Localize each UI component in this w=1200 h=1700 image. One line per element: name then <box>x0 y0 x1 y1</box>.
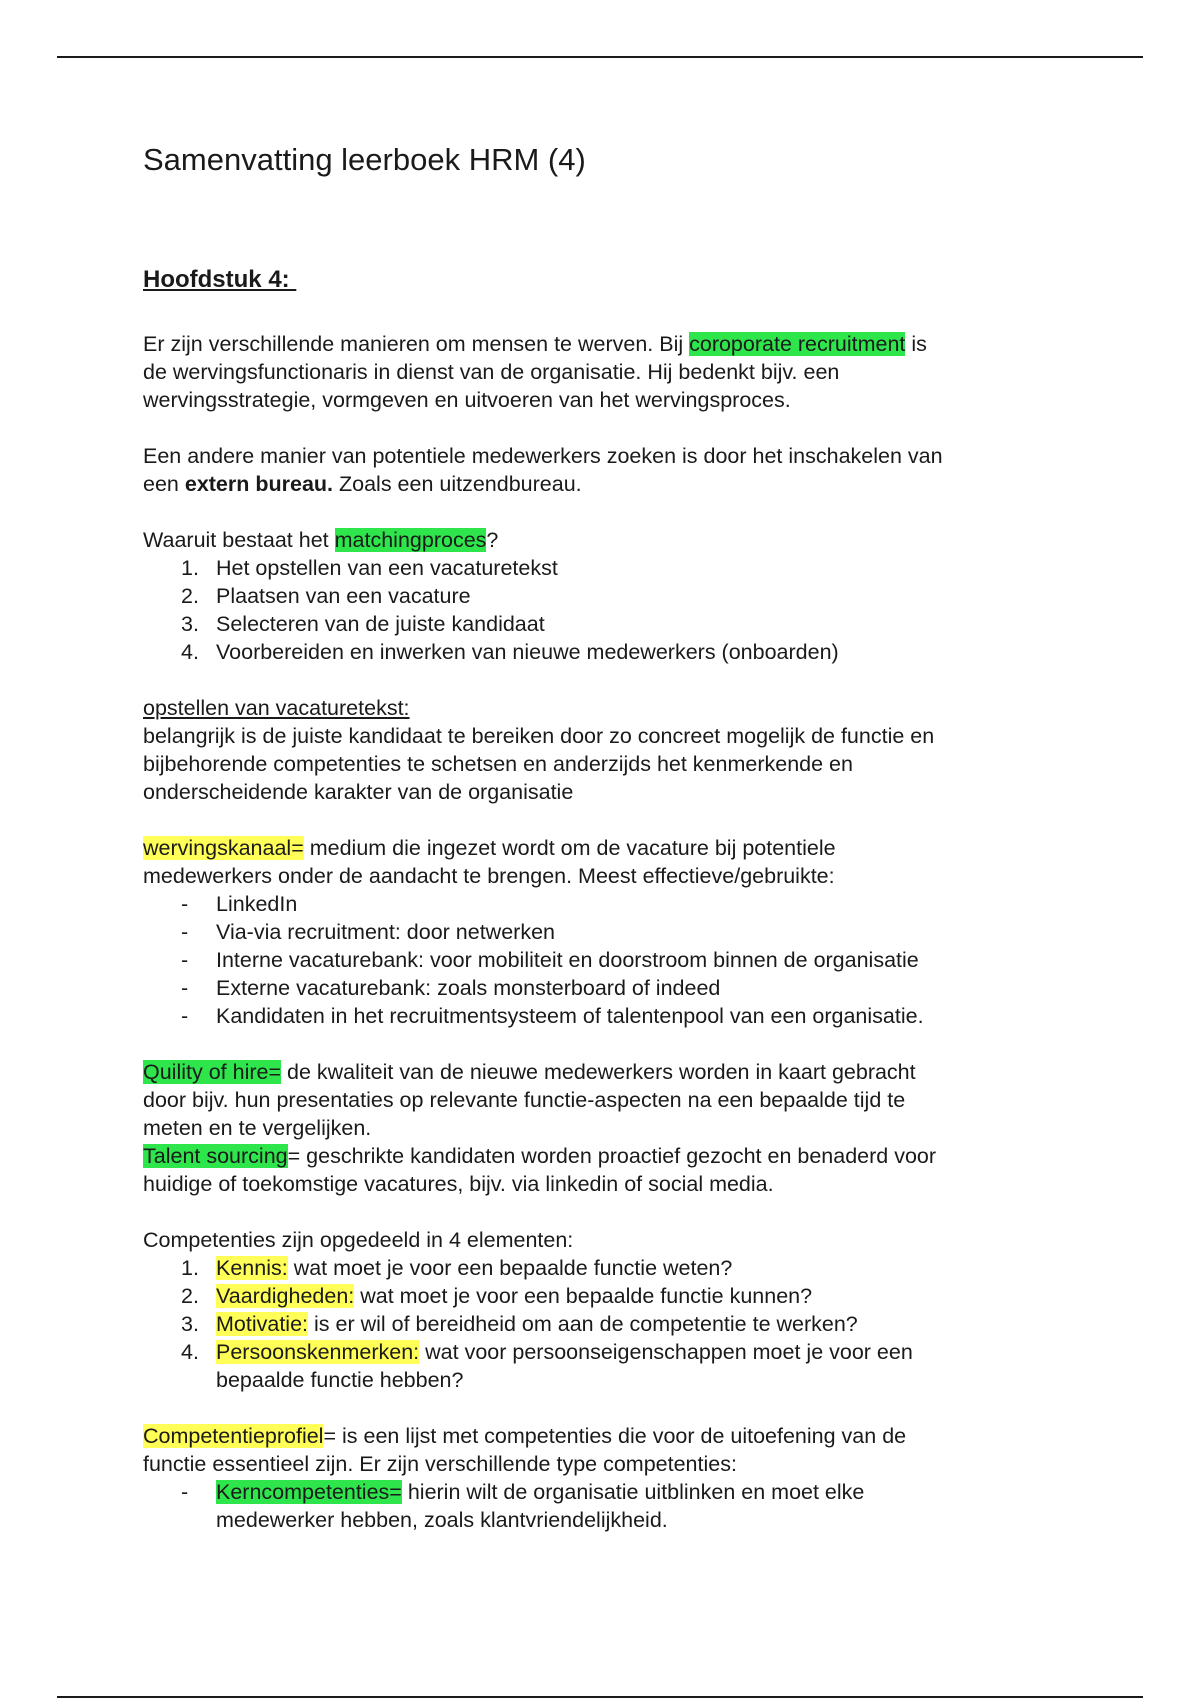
paragraph-wervingskanaal: wervingskanaal= medium die ingezet wordt om de vacature bij potentiele medewerkers onder de aandacht te brengen. Meest effectieve/gebruikte: <box>143 836 836 888</box>
list-item: 3. Motivatie: is er wil of bereidheid om aan de competentie te werken? <box>181 1312 858 1336</box>
list-item: 4. Voorbereiden en inwerken van nieuwe medewerkers (onboarden) <box>181 640 839 664</box>
paragraph-matchingproces: Waaruit bestaat het matchingproces? <box>143 528 499 552</box>
paragraph-vacaturetekst: opstellen van vacaturetekst: belangrijk is de juiste kandidaat te bereiken door zo concreet mogelijk de functie en bijbehorende competenties te schetsen en anderzijds het kenmerkende en onderscheidende karakter van de organisatie <box>143 694 1073 806</box>
paragraph-corporate-recruitment: Er zijn verschillende manieren om mensen te werven. Bij coroporate recruitment is de wervingsfunctionaris in dienst van de organisatie. Hij bedenkt bijv. een wervingsstrategie, vormgeven en uitvoeren van het wervingsproces. <box>143 332 927 412</box>
matching-steps-list <box>143 554 1073 666</box>
highlight-talent-sourcing: Talent sourcing <box>143 1144 288 1168</box>
chapter-heading: Hoofdstuk 4: <box>143 266 297 293</box>
list-item: 1. Het opstellen van een vacaturetekst <box>181 556 558 580</box>
document-title: Samenvatting leerboek HRM (4) <box>143 142 586 177</box>
list-item: - Externe vacaturebank: zoals monsterboard of indeed <box>181 976 721 1000</box>
list-item: 1. Kennis: wat moet je voor een bepaalde functie weten? <box>181 1256 733 1280</box>
paragraph-competenties: Competenties zijn opgedeeld in 4 elementen: <box>143 1228 574 1252</box>
list-item: - Via-via recruitment: door netwerken <box>181 920 555 944</box>
list-item: 2. Plaatsen van een vacature <box>181 584 471 608</box>
top-rule <box>57 56 1143 58</box>
bottom-rule <box>57 1696 1143 1698</box>
paragraph-competentieprofiel: Competentieprofiel= is een lijst met competenties die voor de uitoefening van de functie essentieel zijn. Er zijn verschillende type competenties: <box>143 1424 907 1476</box>
competenties-list <box>143 1254 1073 1394</box>
highlight-wervingskanaal: wervingskanaal= <box>143 836 304 860</box>
list-item: 3. Selecteren van de juiste kandidaat <box>181 612 545 636</box>
bold-extern-bureau: extern bureau. <box>184 472 334 496</box>
paragraph-quality-talent: Quility of hire= de kwaliteit van de nieuwe medewerkers worden in kaart gebracht door bijv. hun presentaties op relevante functie-aspecten na een bepaalde tijd te meten en te vergelijken. Talent sourcing= geschrikte kandidaten worden proactief gezocht en benaderd voor huidige of toekomstige vacatures, bijv. via linkedin of social media. <box>143 1060 937 1196</box>
list-item: - Kandidaten in het recruitmentsysteem of talentenpool van een organisatie. <box>181 1004 924 1028</box>
subheading-vacaturetekst: opstellen van vacaturetekst: <box>143 696 410 720</box>
highlight-competentieprofiel: Competentieprofiel <box>143 1424 324 1448</box>
list-item: 2. Vaardigheden: wat moet je voor een bepaalde functie kunnen? <box>181 1284 813 1308</box>
highlight-kerncompetenties: Kerncompetenties= <box>216 1480 402 1504</box>
list-item: - LinkedIn <box>181 892 298 916</box>
competentie-types-list <box>143 1478 1073 1534</box>
highlight-corporate-recruitment: coroporate recruitment <box>689 332 906 356</box>
list-item: - Interne vacaturebank: voor mobiliteit en doorstroom binnen de organisatie <box>181 948 919 972</box>
list-item: 4. Persoonskenmerken: wat voor persoonseigenschappen moet je voor een bepaalde functie hebben? <box>181 1340 913 1392</box>
paragraph-extern-bureau: Een andere manier van potentiele medewerkers zoeken is door het inschakelen van een extern bureau. Zoals een uitzendbureau. <box>143 444 943 496</box>
document-body <box>143 330 1073 1562</box>
highlight-matchingproces: matchingproces <box>334 528 487 552</box>
wervingskanaal-list <box>143 890 1073 1030</box>
highlight-quality-of-hire: Quility of hire= <box>143 1060 282 1084</box>
list-item: - Kerncompetenties= hierin wilt de organisatie uitblinken en moet elke medewerker hebben, zoals klantvriendelijkheid. <box>181 1480 865 1532</box>
